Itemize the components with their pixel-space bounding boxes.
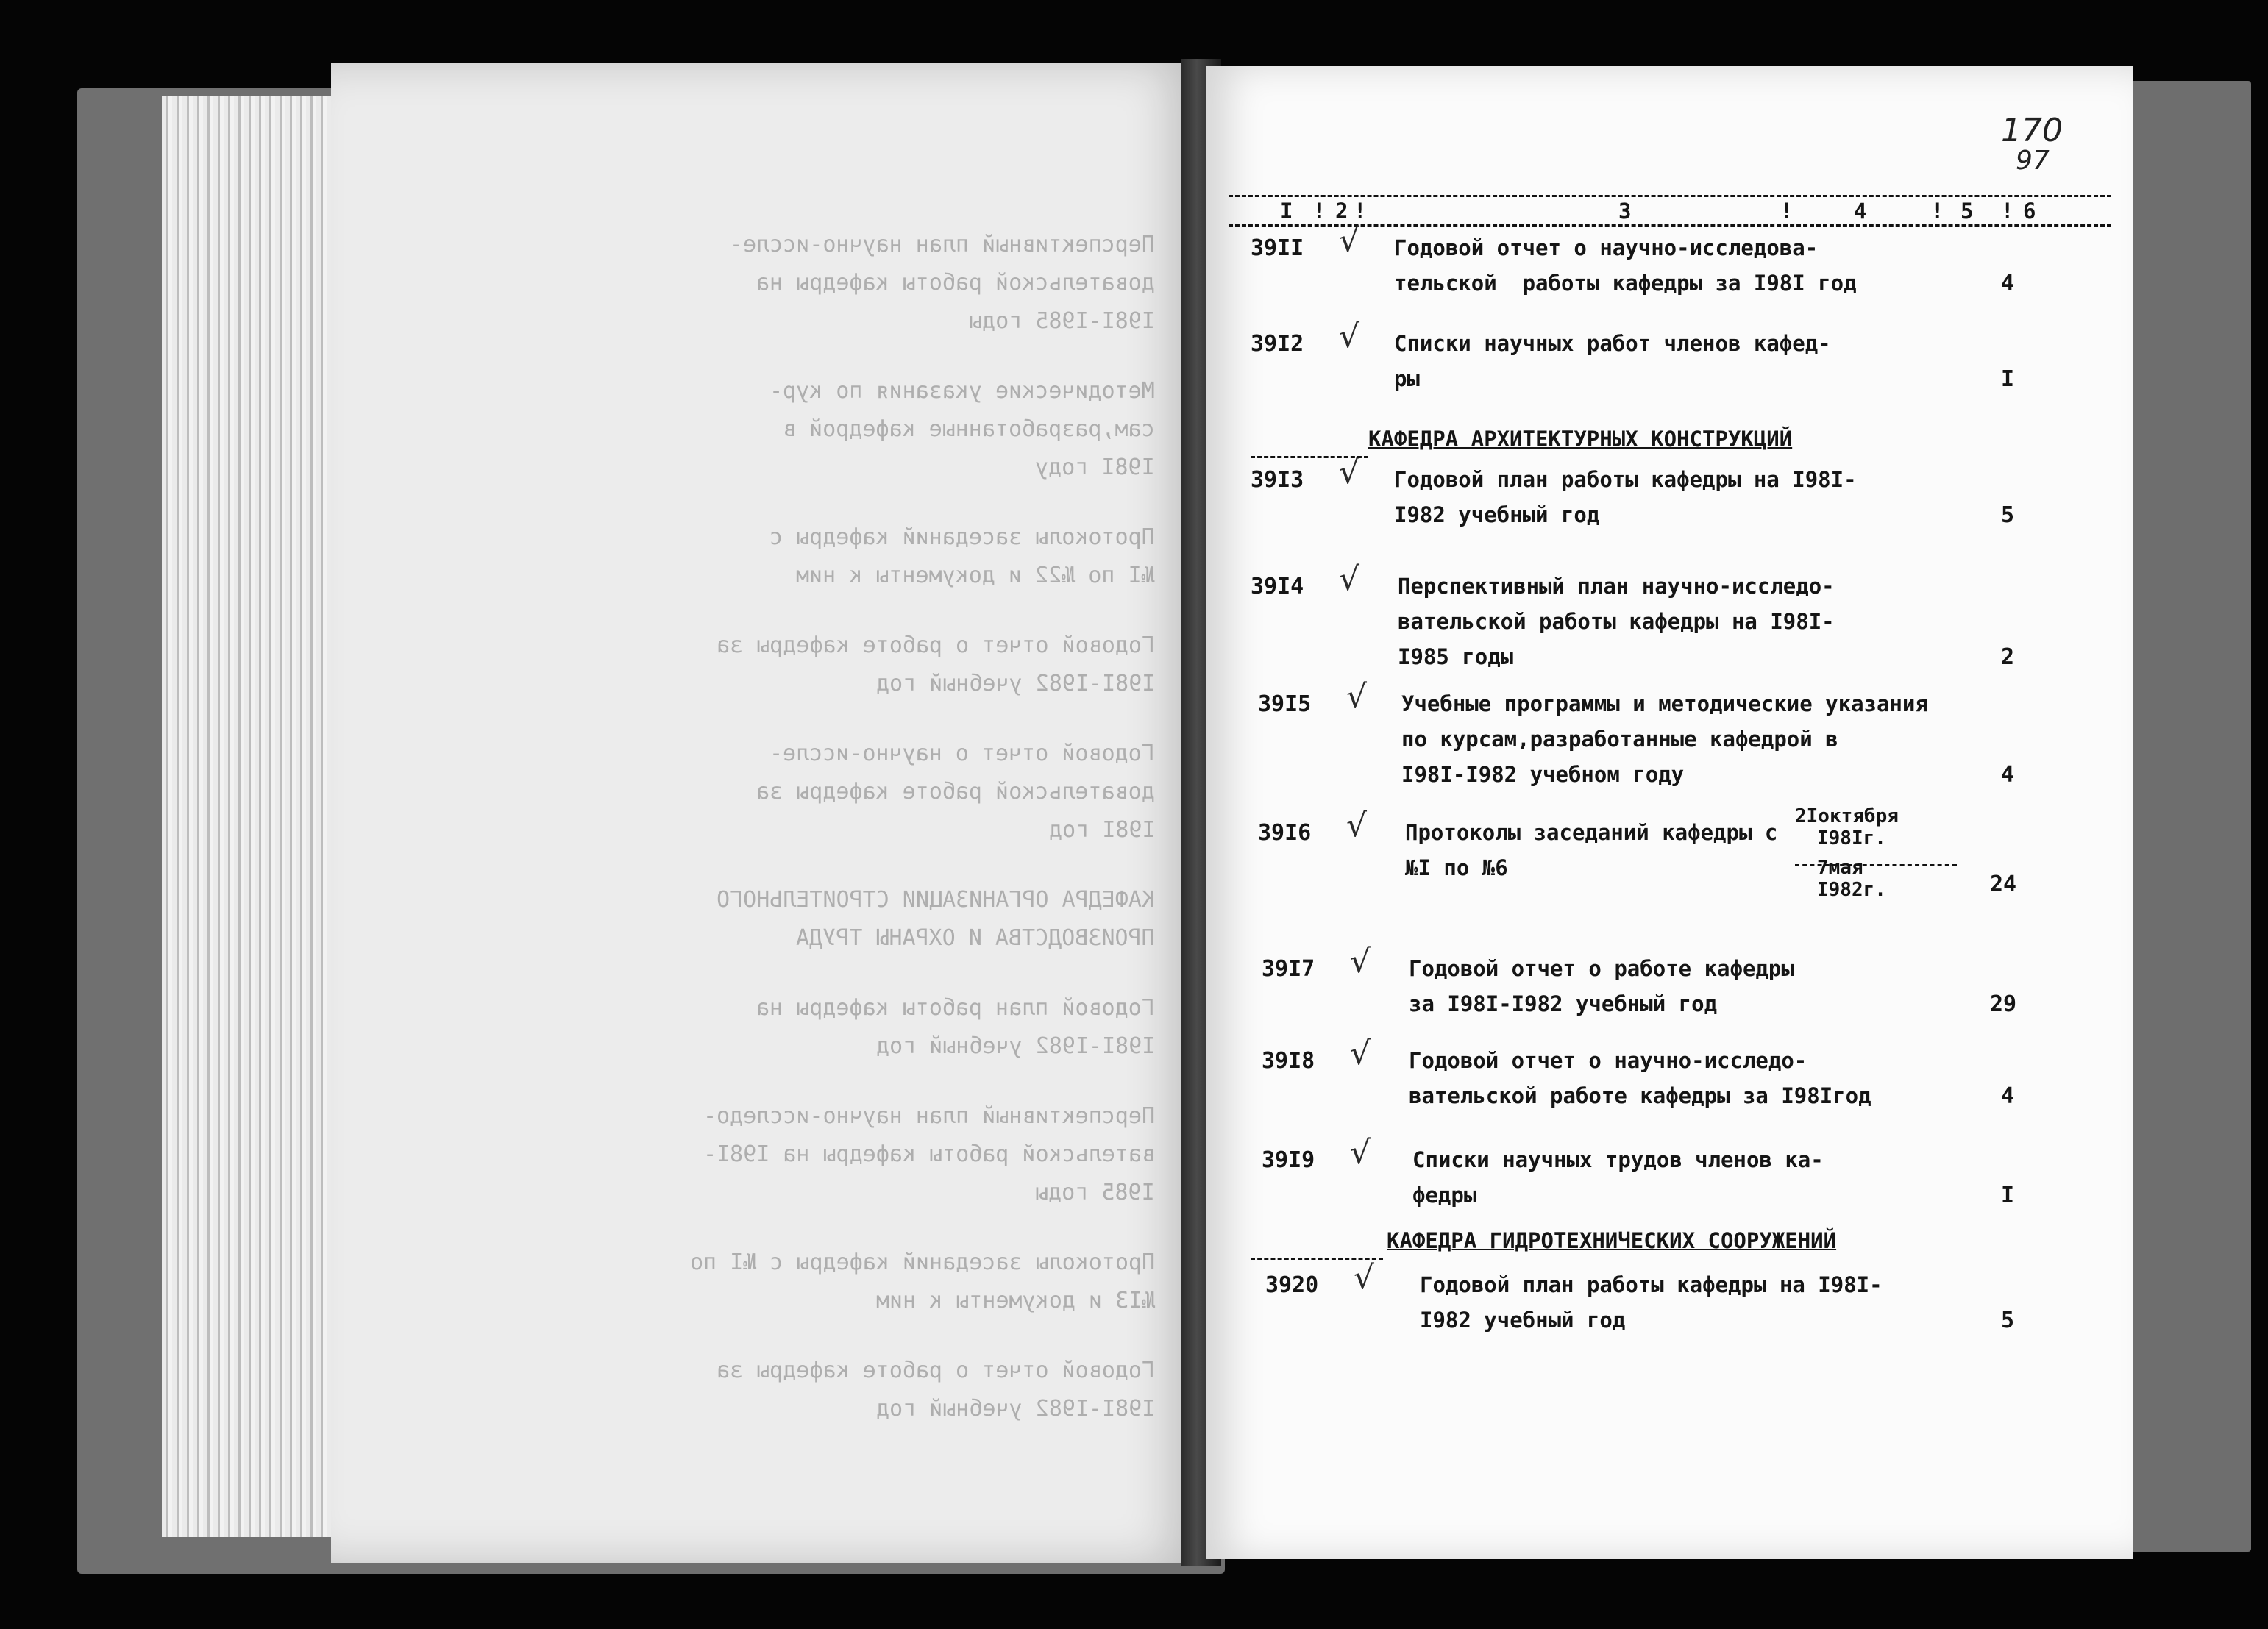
- col-1-header: I: [1280, 199, 1293, 224]
- row-number: 39I6: [1258, 820, 1312, 846]
- row-description-line: Списки научных работ членов кафед-: [1394, 331, 1831, 356]
- section-heading-hydrotechnical: КАФЕДРА ГИДРОТЕХНИЧЕСКИХ СООРУЖЕНИЙ: [1387, 1228, 1837, 1253]
- ghost-text-line: №I по №22 и документы к ним: [796, 563, 1155, 588]
- row-description-line: тельской работы кафедры за I98I год: [1394, 271, 1857, 296]
- row-number: 39I9: [1262, 1147, 1315, 1173]
- row-description-line: Годовой план работы кафедры на I98I-: [1420, 1272, 1883, 1297]
- check-mark-icon: √: [1346, 678, 1368, 716]
- ghost-text-line: Годовой план работы кафедры на: [756, 995, 1155, 1021]
- page-edges-left: [162, 96, 346, 1537]
- header-rule-top: [1229, 195, 2111, 197]
- row-number: 39I8: [1262, 1048, 1315, 1074]
- col-sep: !: [2001, 199, 2014, 224]
- row-sheet-count: 4: [2001, 762, 2015, 788]
- ghost-text-line: Протоколы заседаний кафедры с №I по: [689, 1250, 1155, 1275]
- row-sheet-count: 4: [2001, 271, 2015, 296]
- row-sheet-count: I: [2001, 366, 2015, 392]
- ghost-text-line: I98I году: [1035, 455, 1155, 480]
- row-description-line: Годовой отчет о работе кафедры: [1409, 956, 1794, 981]
- col-sep: !: [1354, 199, 1367, 224]
- col-sep: !: [1313, 199, 1326, 224]
- col-5-header: 5: [1960, 199, 1974, 224]
- row-description-line: Годовой отчет о научно-исследова-: [1394, 235, 1819, 260]
- check-mark-icon: √: [1350, 1134, 1371, 1172]
- row-sheet-count: 29: [1990, 991, 2017, 1017]
- row-date: I982г.: [1817, 879, 1886, 901]
- check-mark-icon: √: [1350, 1035, 1371, 1072]
- right-page: [1206, 66, 2133, 1559]
- check-mark-icon: √: [1339, 318, 1360, 355]
- ghost-text-line: I98I-I985 годы: [969, 308, 1155, 334]
- row-sheet-count: I: [2001, 1183, 2015, 1208]
- ghost-text-line: I98I-I982 учебный год: [875, 1396, 1155, 1422]
- row-date: 2Iоктября: [1795, 805, 1899, 827]
- row-number: 39I7: [1262, 956, 1315, 982]
- col-2-header: 2: [1335, 199, 1348, 224]
- left-page: [331, 63, 1199, 1563]
- ghost-text-line: Перспективный план научно-иссле-: [730, 232, 1155, 257]
- ghost-text-line: I985 годы: [1035, 1180, 1155, 1205]
- row-description-line: I982 учебный год: [1394, 502, 1600, 527]
- row-description-line: Учебные программы и методические указания: [1401, 691, 1928, 716]
- ghost-text-line: Годовой отчет о научно-иссле-: [769, 741, 1155, 766]
- ghost-text-line: вательской работы кафедры на I98I-: [703, 1141, 1155, 1167]
- row-description-line: I98I-I982 учебном году: [1401, 762, 1685, 787]
- row-sheet-count: 5: [2001, 502, 2015, 528]
- ghost-text-line: I98I-I982 учебный год: [875, 1033, 1155, 1059]
- col-6-header: 6: [2023, 199, 2036, 224]
- ghost-text-line: Протоколы заседаний кафедры с: [769, 524, 1155, 550]
- section-heading-architecture: КАФЕДРА АРХИТЕКТУРНЫХ КОНСТРУКЦИЙ: [1368, 427, 1793, 452]
- row-number: 39II: [1251, 235, 1304, 261]
- row-sheet-count: 5: [2001, 1308, 2015, 1333]
- col-sep: !: [1780, 199, 1794, 224]
- row-sheet-count: 2: [2001, 644, 2015, 670]
- row-description-line: I985 годы: [1398, 644, 1514, 669]
- row-date: 7мая: [1817, 857, 1863, 879]
- ghost-text-line: Методические указания по кур-: [769, 378, 1155, 404]
- row-sheet-count: 24: [1990, 871, 2017, 897]
- ghost-text-line: I98I год: [1048, 817, 1155, 843]
- ghost-text-line: довательской работе кафедры за: [756, 779, 1155, 805]
- row-description-line: федры: [1412, 1183, 1477, 1208]
- section-rule: [1251, 1258, 1383, 1260]
- ghost-text-line: ПРОИЗВОДСТВА И ОХРАНЫ ТРУДА: [796, 925, 1155, 951]
- ghost-text-line: довательской работы кафедры на: [756, 270, 1155, 296]
- ghost-text-line: Годовой отчет о работе кафедры за: [716, 1358, 1155, 1383]
- check-mark-icon: √: [1354, 1259, 1375, 1297]
- row-description-line: ры: [1394, 366, 1420, 391]
- folio-number-top: 170: [2001, 112, 2063, 149]
- row-description-line: вательской работы кафедры на I98I-: [1398, 609, 1835, 634]
- section-rule: [1251, 456, 1368, 458]
- row-number: 39I3: [1251, 467, 1304, 493]
- row-description-line: I982 учебный год: [1420, 1308, 1626, 1333]
- col-4-header: 4: [1854, 199, 1867, 224]
- header-rule-bottom: [1229, 224, 2111, 227]
- row-description-line: по курсам,разработанные кафедрой в: [1401, 727, 1838, 752]
- row-description-line: Протоколы заседаний кафедры с: [1405, 820, 1778, 845]
- row-description-line: №I по №6: [1405, 855, 1508, 880]
- ghost-text-line: КАФЕДРА ОРГАНИЗАЦИИ СТРОИТЕЛЬНОГО: [716, 887, 1155, 913]
- row-date: I98Iг.: [1817, 827, 1886, 849]
- folio-number-bottom: 97: [2016, 146, 2050, 176]
- date-range-rule: [1795, 864, 1957, 866]
- check-mark-icon: √: [1339, 560, 1360, 598]
- row-description-line: Годовой план работы кафедры на I98I-: [1394, 467, 1857, 492]
- ghost-text-line: Годовой отчет о работе кафедры за: [716, 632, 1155, 658]
- row-description-line: вательской работе кафедры за I98Iгод: [1409, 1083, 1871, 1108]
- col-sep: !: [1931, 199, 1944, 224]
- check-mark-icon: √: [1339, 222, 1360, 260]
- check-mark-icon: √: [1339, 454, 1360, 491]
- row-sheet-count: 4: [2001, 1083, 2015, 1109]
- ghost-text-line: I98I-I982 учебный год: [875, 671, 1155, 696]
- ghost-text-line: Перспективный план научно-исследо-: [703, 1103, 1155, 1129]
- ghost-text-line: №I3 и документы к ним: [875, 1288, 1155, 1313]
- row-number: 39I5: [1258, 691, 1312, 717]
- row-description-line: за I98I-I982 учебный год: [1409, 991, 1718, 1016]
- col-3-header: 3: [1618, 199, 1632, 224]
- check-mark-icon: √: [1346, 807, 1368, 844]
- row-number: 39I4: [1251, 574, 1304, 599]
- row-number: 39I2: [1251, 331, 1304, 357]
- row-number: 3920: [1265, 1272, 1319, 1298]
- ghost-text-line: сам,разработанные кафедрой в: [783, 416, 1155, 442]
- row-description-line: Перспективный план научно-исследо-: [1398, 574, 1835, 599]
- row-description-line: Списки научных трудов членов ка-: [1412, 1147, 1824, 1172]
- row-description-line: Годовой отчет о научно-исследо-: [1409, 1048, 1807, 1073]
- check-mark-icon: √: [1350, 943, 1371, 980]
